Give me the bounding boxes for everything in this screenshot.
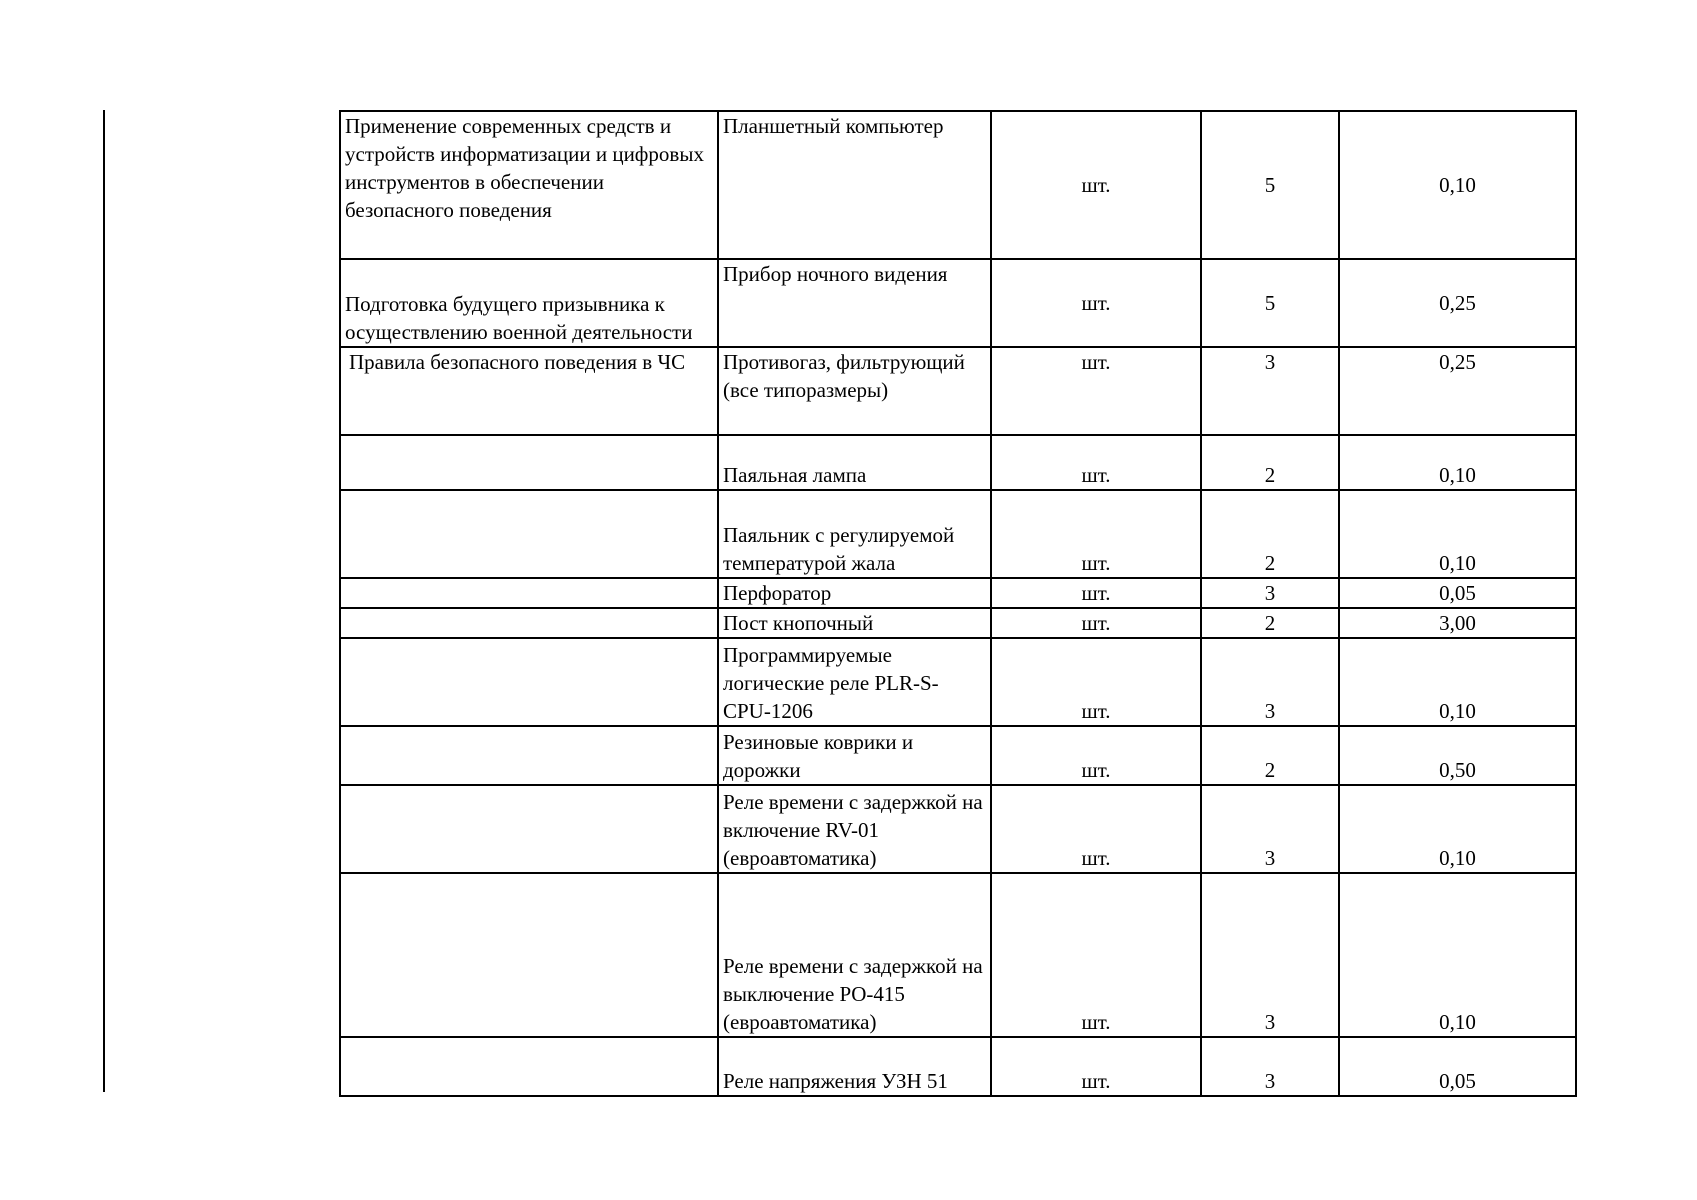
- topic-cell: [340, 638, 718, 726]
- value-cell: 0,25: [1339, 347, 1576, 435]
- unit-cell: шт.: [991, 111, 1201, 259]
- qty-cell: 3: [1201, 578, 1339, 608]
- item-cell: Пост кнопочный: [718, 608, 991, 638]
- item-cell: Реле напряжения УЗН 51: [718, 1037, 991, 1096]
- qty-cell: 2: [1201, 490, 1339, 578]
- qty-cell: 3: [1201, 638, 1339, 726]
- value-cell: 0,10: [1339, 873, 1576, 1037]
- unit-cell: шт.: [991, 873, 1201, 1037]
- topic-cell: [340, 873, 718, 1037]
- table-row: [340, 726, 1576, 785]
- topic-cell: [340, 608, 718, 638]
- item-cell: Планшетный компьютер: [718, 111, 991, 259]
- table-row: [340, 638, 1576, 726]
- table-row: [340, 1037, 1576, 1096]
- table-row: [340, 347, 1576, 435]
- table-row: [340, 873, 1576, 1037]
- item-cell: Резиновые коврики и дорожки: [718, 726, 991, 785]
- table-row: [340, 490, 1576, 578]
- item-cell: Программируемые логические реле PLR-S-CPU-1206: [718, 638, 991, 726]
- topic-cell: Применение современных средств и устройств информатизации и цифровых инструментов в обеспечении безопасного поведения: [340, 111, 718, 259]
- item-cell: Перфоратор: [718, 578, 991, 608]
- unit-cell: шт.: [991, 347, 1201, 435]
- qty-cell: 2: [1201, 726, 1339, 785]
- unit-cell: шт.: [991, 785, 1201, 873]
- qty-cell: 3: [1201, 785, 1339, 873]
- item-cell: Паяльник с регулируемой температурой жала: [718, 490, 991, 578]
- equipment-table: [339, 110, 1577, 1097]
- value-cell: 0,10: [1339, 111, 1576, 259]
- value-cell: 0,50: [1339, 726, 1576, 785]
- qty-cell: 3: [1201, 873, 1339, 1037]
- qty-cell: 3: [1201, 1037, 1339, 1096]
- qty-cell: 3: [1201, 347, 1339, 435]
- table-row: [340, 111, 1576, 259]
- value-cell: 0,05: [1339, 1037, 1576, 1096]
- topic-cell: [340, 726, 718, 785]
- table-row: [340, 578, 1576, 608]
- item-cell: Реле времени с задержкой на выключение PO-415 (евроавтоматика): [718, 873, 991, 1037]
- item-cell: Паяльная лампа: [718, 435, 991, 490]
- unit-cell: шт.: [991, 638, 1201, 726]
- unit-cell: шт.: [991, 726, 1201, 785]
- topic-cell: Подготовка будущего призывника к осуществлению военной деятельности: [340, 259, 718, 347]
- value-cell: 0,10: [1339, 490, 1576, 578]
- topic-cell: [340, 435, 718, 490]
- unit-cell: шт.: [991, 578, 1201, 608]
- value-cell: 0,10: [1339, 435, 1576, 490]
- unit-cell: шт.: [991, 608, 1201, 638]
- unit-cell: шт.: [991, 435, 1201, 490]
- value-cell: 3,00: [1339, 608, 1576, 638]
- unit-cell: шт.: [991, 1037, 1201, 1096]
- unit-cell: шт.: [991, 259, 1201, 347]
- unit-cell: шт.: [991, 490, 1201, 578]
- topic-cell: [340, 578, 718, 608]
- item-cell: Реле времени с задержкой на включение RV-01 (евроавтоматика): [718, 785, 991, 873]
- topic-cell: [340, 490, 718, 578]
- topic-cell: Правила безопасного поведения в ЧС: [340, 347, 718, 435]
- value-cell: 0,25: [1339, 259, 1576, 347]
- table-row: [340, 435, 1576, 490]
- topic-cell: [340, 785, 718, 873]
- left-margin-rule: [103, 110, 105, 1092]
- qty-cell: 5: [1201, 111, 1339, 259]
- value-cell: 0,10: [1339, 638, 1576, 726]
- qty-cell: 2: [1201, 608, 1339, 638]
- item-cell: Противогаз, фильтрующий (все типоразмеры): [718, 347, 991, 435]
- qty-cell: 5: [1201, 259, 1339, 347]
- item-cell: Прибор ночного видения: [718, 259, 991, 347]
- table-row: [340, 608, 1576, 638]
- table-row: [340, 259, 1576, 347]
- value-cell: 0,05: [1339, 578, 1576, 608]
- qty-cell: 2: [1201, 435, 1339, 490]
- table-row: [340, 785, 1576, 873]
- topic-cell: [340, 1037, 718, 1096]
- value-cell: 0,10: [1339, 785, 1576, 873]
